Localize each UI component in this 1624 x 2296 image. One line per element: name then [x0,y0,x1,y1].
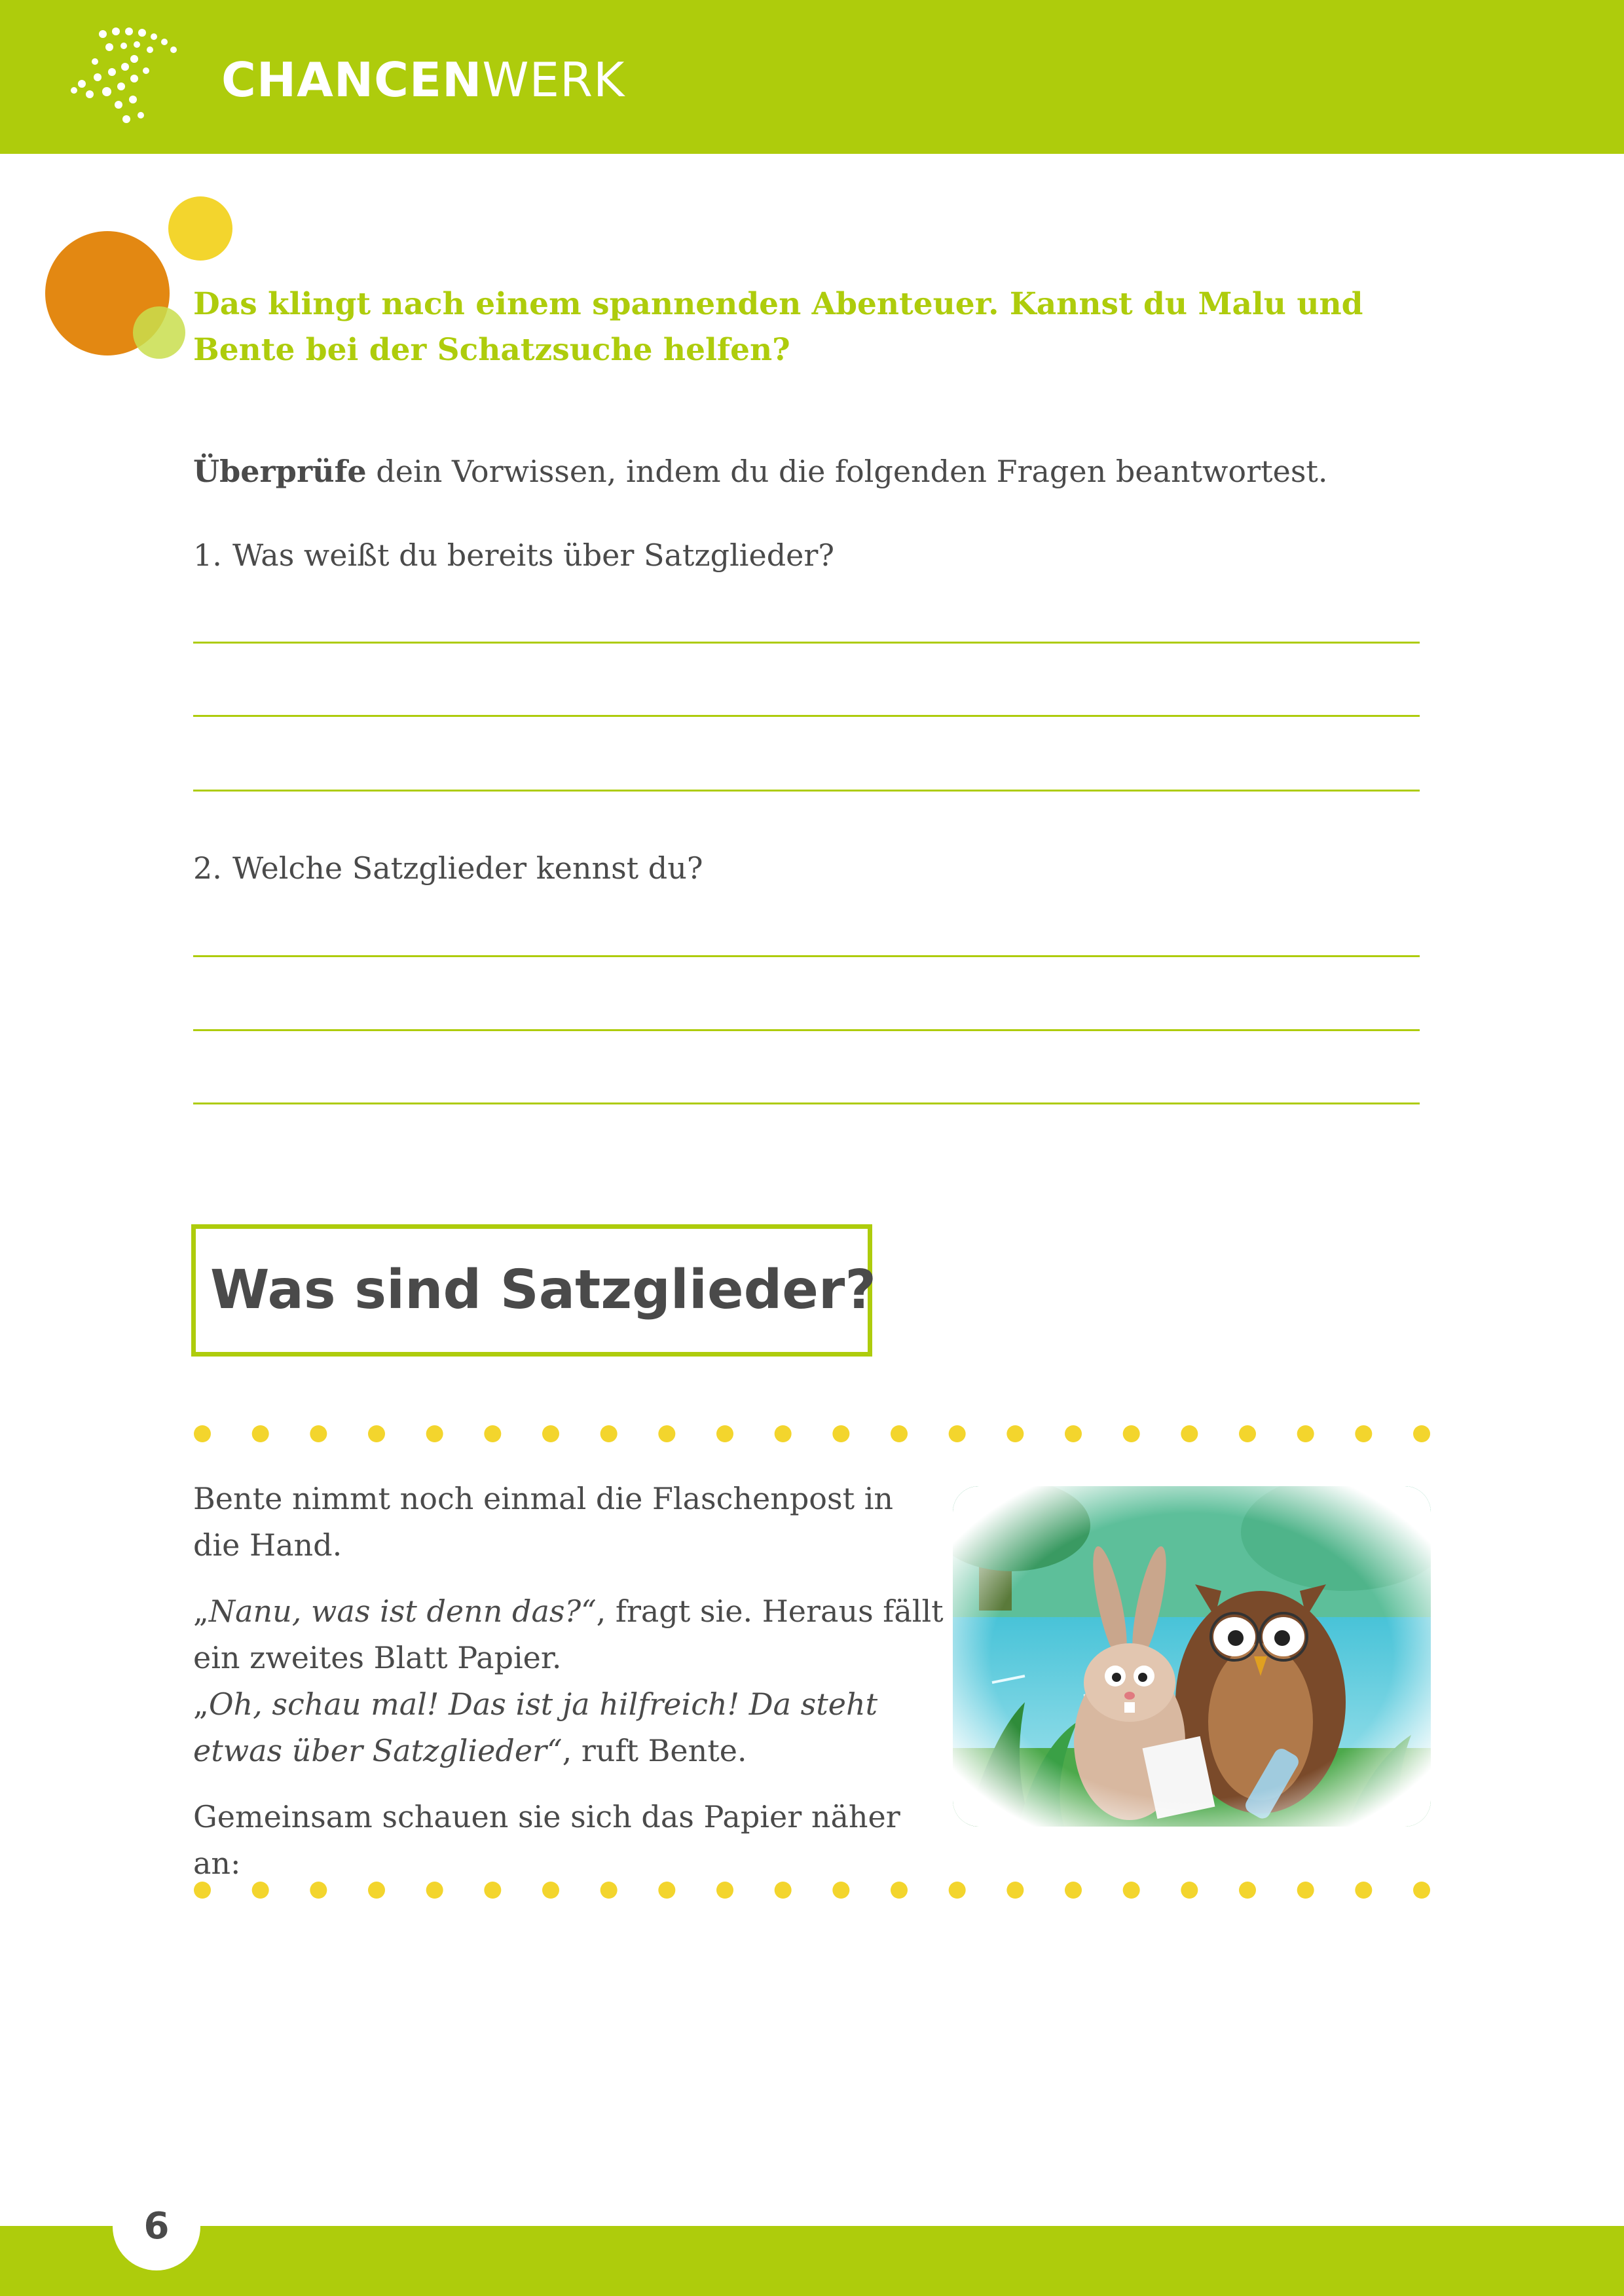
divider-dot [1239,1425,1256,1442]
divider-dot [658,1425,675,1442]
answer-line[interactable] [193,955,1420,957]
divider-dot [426,1425,443,1442]
story-rest: , ruft Bente. [562,1733,747,1768]
rabbit-and-owl-illustration [953,1486,1431,1827]
divider-dot [600,1425,618,1442]
answer-line[interactable] [193,642,1420,644]
quote-open: „ [193,1594,209,1629]
brand-wordmark [221,47,625,113]
section-heading-box [191,1224,876,1357]
divider-dot [542,1425,559,1442]
story-paragraph-1: Bente nimmt noch einmal die Flaschenpost in die Hand. [193,1481,894,1563]
divider-dot [1065,1882,1082,1899]
question-number: 1. [193,538,222,573]
divider-dot [775,1425,792,1442]
divider-dot [1123,1882,1140,1899]
divider-dot [832,1425,849,1442]
story-paragraph-4: Gemeinsam schauen sie sich das Papier näher an: [193,1799,900,1881]
quote-open: „ [193,1686,209,1722]
instruction-bold: Überprüfe [193,454,367,489]
story-quote: Oh, schau mal! Das ist ja hilfreich! Da steht etwas über Satzglieder“ [193,1686,878,1768]
answer-line[interactable] [193,715,1420,717]
divider-dot [1355,1882,1372,1899]
divider-dot [252,1425,269,1442]
divider-dot [1123,1425,1140,1442]
answer-line[interactable] [193,1029,1420,1031]
divider-dot [1239,1882,1256,1899]
divider-dot [310,1425,327,1442]
page-number-badge [113,2183,200,2270]
instruction-rest: dein Vorwissen, indem du die folgenden Fragen beantwortest. [366,454,1328,489]
answer-line[interactable] [193,790,1420,792]
divider-dot [1297,1882,1314,1899]
divider-dot [368,1425,385,1442]
story-paragraph-2 [193,1588,946,1681]
divider-dot [1181,1882,1198,1899]
brand-light: WERK [482,52,625,107]
page-footer [0,2226,1624,2296]
divider-dot [1181,1425,1198,1442]
divider-dot [1413,1882,1430,1899]
divider-dot [1355,1425,1372,1442]
divider-dot [891,1425,908,1442]
brand-bold: CHANCEN [221,52,483,107]
intro-text: Das klingt nach einem spannenden Abenteuer. Kannst du Malu und Bente bei der Schatzsuche helfen? [193,286,1363,368]
divider-dot [949,1425,966,1442]
divider-dot [484,1425,501,1442]
question-text: Was weißt du bereits über Satzglieder? [232,538,835,573]
divider-dot [1413,1425,1430,1442]
story-paragraph-3 [193,1681,946,1774]
answer-line[interactable] [193,1102,1420,1104]
story-rest: , fragt sie. Heraus fällt ein zweites Blatt Papier. [193,1594,944,1675]
divider-dot [1297,1425,1314,1442]
question-2 [193,847,1457,889]
divider-dot [194,1425,211,1442]
question-number: 2. [193,850,222,886]
page-number: 6 [143,2205,170,2248]
story-text [193,1476,946,1887]
divider-dot [1006,1882,1024,1899]
dotted-arc-logo-icon [69,26,200,131]
instruction-text [193,450,1457,492]
divider-dot [1006,1425,1024,1442]
divider-dot [949,1882,966,1899]
section-heading: Was sind Satzglieder? [210,1259,876,1321]
question-text: Welche Satzglieder kennst du? [232,850,703,886]
story-quote: Nanu, was ist denn das?“ [208,1594,597,1629]
divider-dot [1065,1425,1082,1442]
page-header [0,0,1624,154]
divider-dot [716,1425,733,1442]
dotted-divider-top [193,1423,1431,1445]
question-1 [193,534,1457,576]
